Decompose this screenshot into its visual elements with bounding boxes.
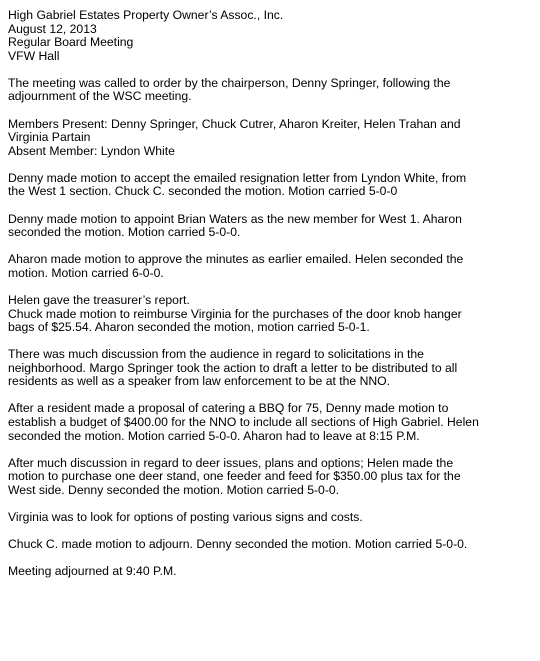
text-line: Chuck made motion to reimburse Virginia for the purchases of the door knob hanger <box>8 306 462 321</box>
text-line: After a resident made a proposal of catering a BBQ for 75, Denny made motion to <box>8 401 449 416</box>
text-line: seconded the motion. Motion carried 5-0-0. Aharon had to leave at 8:15 P.M. <box>8 428 420 443</box>
paragraph-nno-budget <box>8 402 536 443</box>
paragraph-adjourn-motion <box>8 538 536 552</box>
paragraph-minutes-approval <box>8 253 536 280</box>
text-line: adjournment of the WSC meeting. <box>8 89 192 104</box>
paragraph-attendance <box>8 118 536 159</box>
text-line: motion to purchase one deer stand, one feeder and feed for $350.00 plus tax for the <box>8 469 461 484</box>
text-line: motion. Motion carried 6-0-0. <box>8 265 164 280</box>
paragraph-signs-options <box>8 511 536 525</box>
paragraph-solicitations-discussion <box>8 348 536 389</box>
text-line: establish a budget of $400.00 for the NNO to include all sections of High Gabriel. Helen <box>8 415 479 430</box>
paragraph-call-to-order <box>8 77 536 104</box>
paragraph-appointment-motion <box>8 213 536 240</box>
text-line: Helen gave the treasurer’s report. <box>8 292 190 307</box>
text-line: Aharon made motion to approve the minutes as earlier emailed. Helen seconded the <box>8 252 464 267</box>
text-line: residents as well as a speaker from law enforcement to be at the NNO. <box>8 374 391 389</box>
text-line: Denny made motion to accept the emailed resignation letter from Lyndon White, from <box>8 170 467 185</box>
text-line: After much discussion in regard to deer issues, plans and options; Helen made the <box>8 455 454 470</box>
meeting-date: August 12, 2013 <box>8 21 97 36</box>
text-line: neighborhood. Margo Springer took the action to draft a letter to be distributed to all <box>8 360 458 375</box>
text-line: the West 1 section. Chuck C. seconded the motion. Motion carried 5-0-0 <box>8 184 398 199</box>
text-line: bags of $25.54. Aharon seconded the motion, motion carried 5-0-1. <box>8 320 370 335</box>
paragraph-treasurer-report <box>8 294 536 335</box>
document-header <box>8 9 536 63</box>
members-present: Members Present: Denny Springer, Chuck Cutrer, Aharon Kreiter, Helen Trahan and <box>8 116 461 131</box>
absent-member: Absent Member: Lyndon White <box>8 143 175 158</box>
text-line: West side. Denny seconded the motion. Motion carried 5-0-0. <box>8 482 340 497</box>
meeting-minutes-document <box>8 9 536 592</box>
text-line: seconded the motion. Motion carried 5-0-0. <box>8 225 241 240</box>
text-line: There was much discussion from the audience in regard to solicitations in the <box>8 347 424 362</box>
paragraph-resignation-motion <box>8 172 536 199</box>
text-line: Chuck C. made motion to adjourn. Denny seconded the motion. Motion carried 5-0-0. <box>8 537 468 552</box>
paragraph-deer-issues <box>8 457 536 498</box>
meeting-type: Regular Board Meeting <box>8 35 134 50</box>
paragraph-adjournment-time <box>8 565 536 579</box>
text-line: The meeting was called to order by the chairperson, Denny Springer, following the <box>8 75 451 90</box>
association-name: High Gabriel Estates Property Owner’s Assoc., Inc. <box>8 8 284 22</box>
text-line: Denny made motion to appoint Brian Waters as the new member for West 1. Aharon <box>8 211 462 226</box>
text-line: Virginia was to look for options of posting various signs and costs. <box>8 510 363 525</box>
members-present-continued: Virginia Partain <box>8 130 91 145</box>
meeting-location: VFW Hall <box>8 48 60 63</box>
text-line: Meeting adjourned at 9:40 P.M. <box>8 564 177 579</box>
